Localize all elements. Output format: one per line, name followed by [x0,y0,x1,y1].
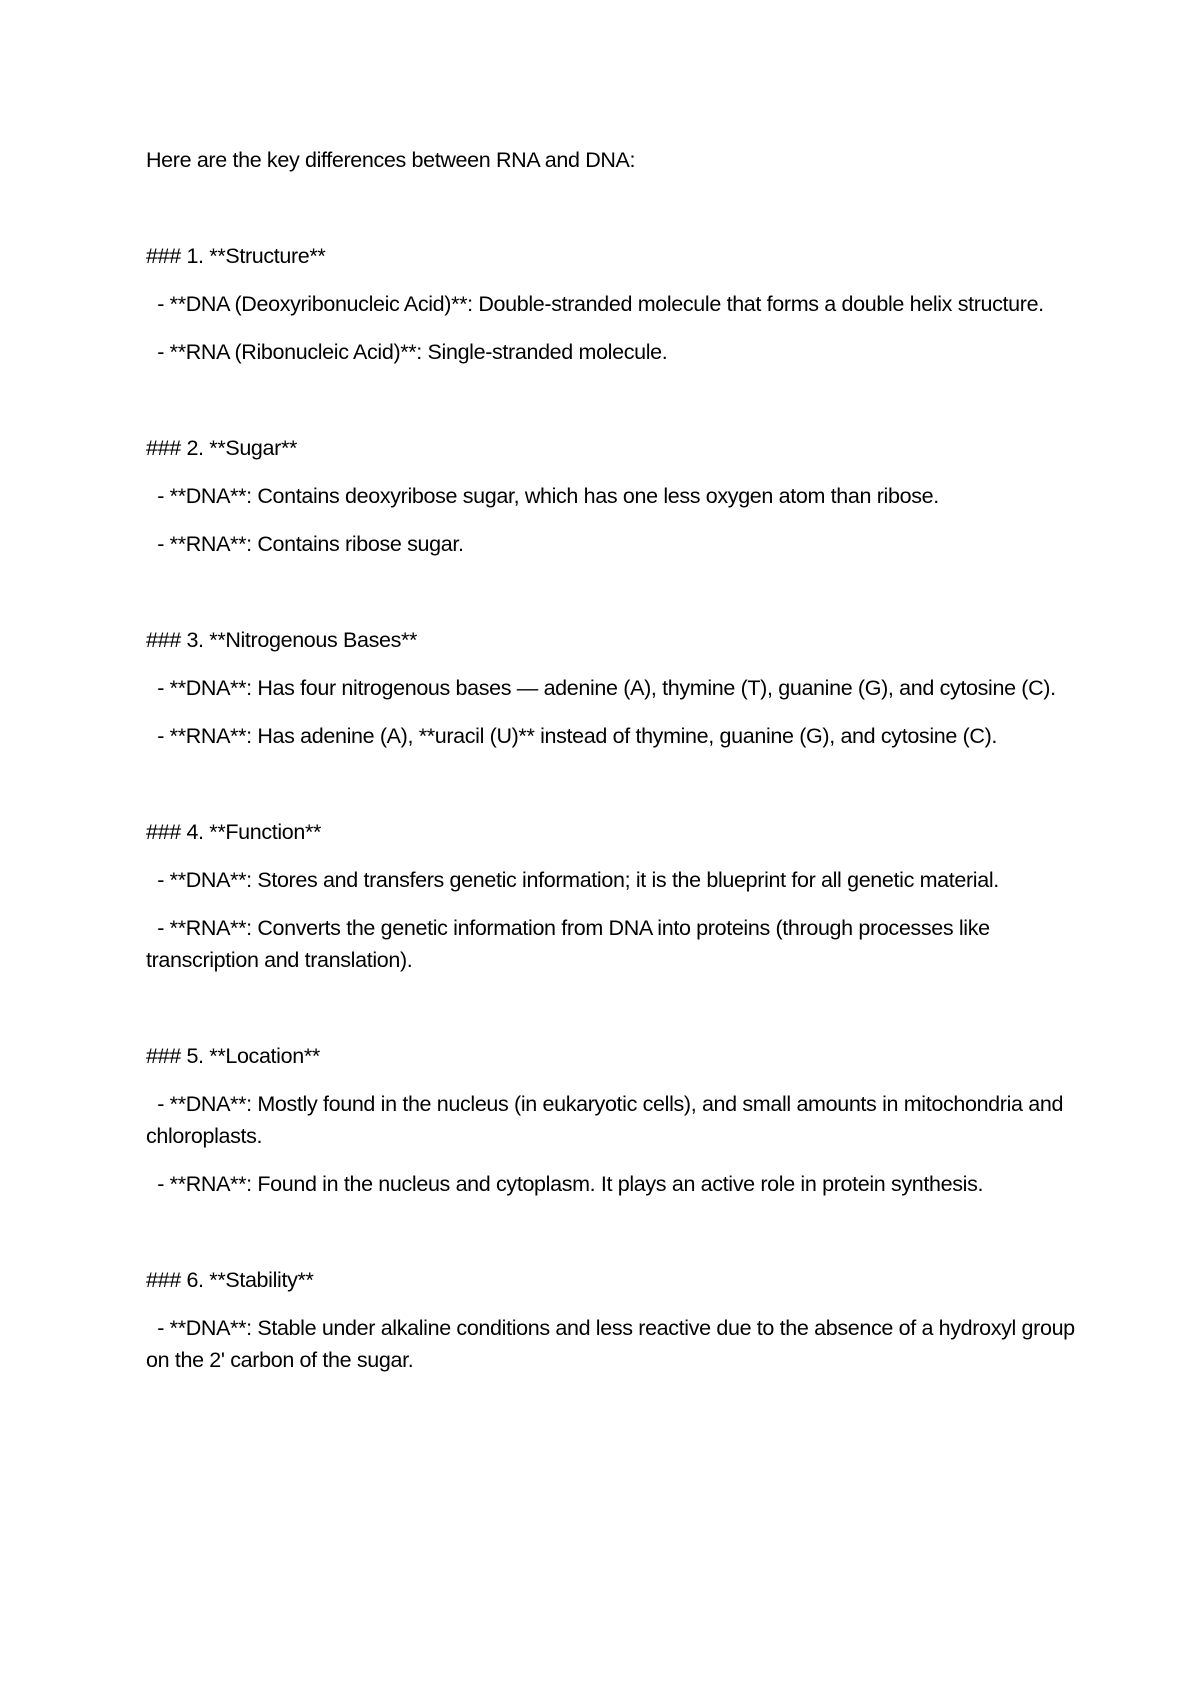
section-nitrogenous-bases [146,624,1076,752]
document-body [146,144,1081,1440]
list-item: - **DNA**: Stores and transfers genetic information; it is the blueprint for all genetic material. [146,868,999,892]
section-structure [146,240,1076,368]
list-item: - **DNA**: Contains deoxyribose sugar, which has one less oxygen atom than ribose. [146,484,939,508]
list-item: - **DNA**: Mostly found in the nucleus (in eukaryotic cells), and small amounts in mitochondria and chloroplasts. [146,1092,1069,1148]
list-item: - **RNA (Ribonucleic Acid)**: Single-stranded molecule. [146,340,668,364]
section-heading: ### 1. **Structure** [146,244,326,268]
section-heading: ### 5. **Location** [146,1044,320,1068]
section-sugar [146,432,1076,560]
list-item: - **RNA**: Converts the genetic information from DNA into proteins (through processes like transcription and translation). [146,916,996,972]
section-heading: ### 6. **Stability** [146,1268,314,1292]
section-location [146,1040,1076,1200]
section-heading: ### 3. **Nitrogenous Bases** [146,628,418,652]
intro-paragraph: Here are the key differences between RNA and DNA: [146,148,636,172]
section-heading: ### 2. **Sugar** [146,436,297,460]
list-item: - **RNA**: Found in the nucleus and cytoplasm. It plays an active role in protein synthesis. [146,1172,984,1196]
list-item: - **RNA**: Contains ribose sugar. [146,532,464,556]
section-function [146,816,1076,976]
list-item: - **DNA (Deoxyribonucleic Acid)**: Double-stranded molecule that forms a double helix structure. [146,292,1044,316]
list-item: - **RNA**: Has adenine (A), **uracil (U)** instead of thymine, guanine (G), and cytosine (C). [146,724,998,748]
list-item: - **DNA**: Has four nitrogenous bases — adenine (A), thymine (T), guanine (G), and cytosine (C). [146,676,1056,700]
section-heading: ### 4. **Function** [146,820,322,844]
section-stability [146,1264,1081,1376]
list-item: - **DNA**: Stable under alkaline conditions and less reactive due to the absence of a hydroxyl group on the 2' carbon of the sugar. [146,1316,1081,1372]
